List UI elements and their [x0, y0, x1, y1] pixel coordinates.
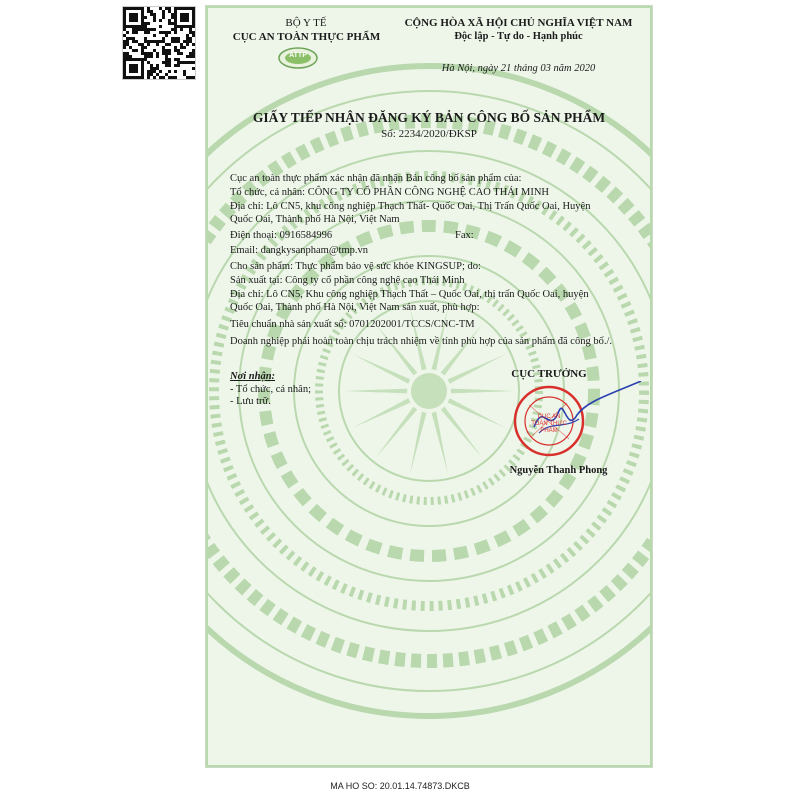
body-line-11: Tiêu chuẩn nhà sản xuất số: 0701202001/TCCS/CNC-TM	[230, 319, 475, 330]
recipient-item: - Lưu trữ.	[230, 396, 271, 407]
agency-name: CỤC AN TOÀN THỰC PHẨM	[232, 31, 381, 43]
document-title: GIẤY TIẾP NHẬN ĐĂNG KÝ BẢN CÔNG BỐ SẢN PHẨM	[252, 110, 606, 125]
official-seal	[509, 381, 649, 461]
dossier-code: MA HO SO: 20.01.14.74873.DKCB	[330, 781, 470, 791]
body-line-3: Địa chỉ: Lô CN5, khu công nghiệp Thạch Thất- Quốc Oai, Thị Trấn Quốc Oai, Huyện	[230, 201, 591, 212]
signer-name: Nguyễn Thanh Phong	[509, 465, 608, 476]
ministry-name: BỘ Y TẾ	[285, 17, 327, 29]
body-line-1: Cục an toàn thực phẩm xác nhận đã nhận Bản công bố sản phẩm của:	[230, 173, 522, 184]
issue-date: Hà Nội, ngày 21 tháng 03 năm 2020	[441, 63, 596, 74]
body-line-4: Quốc Oai, Thành phố Hà Nội, Việt Nam	[230, 214, 400, 225]
body-line-7: Cho sản phẩm: Thực phẩm bảo vệ sức khỏe KINGSUP; do:	[230, 261, 481, 272]
body-line-2: Tổ chức, cá nhân: CÔNG TY CỔ PHẦN CÔNG NGHỆ CAO THÁI MINH	[230, 187, 550, 198]
seal-text: CỤC AN TOÀN THỰC PHẨM	[531, 414, 567, 434]
signer-title: CỤC TRƯỞNG	[511, 368, 587, 380]
certificate-document	[205, 5, 653, 768]
republic-name: CỘNG HÒA XÃ HỘI CHỦ NGHĨA VIỆT NAM	[404, 17, 633, 29]
body-line-8: Sản xuất tại: Công ty cổ phần công nghệ cao Thái Minh	[230, 275, 465, 286]
qr-code-icon	[123, 7, 195, 79]
qr-code	[122, 6, 196, 80]
body-line-12: Doanh nghiệp phải hoàn toàn chịu trách nhiệm về tính phù hợp của sản phẩm đã công bố./.	[230, 336, 612, 347]
recipients-heading: Nơi nhận:	[230, 371, 276, 382]
red-seal-icon	[509, 381, 649, 461]
body-line-9: Địa chỉ: Lô CN5, Khu công nghiệp Thạch Thất – Quốc Oai, thị trấn Quốc Oai, huyện	[230, 289, 589, 300]
recipient-item: - Tổ chức, cá nhân;	[230, 384, 312, 395]
logo-text: ATTP	[289, 52, 307, 59]
national-motto: Độc lập - Tự do - Hạnh phúc	[454, 31, 583, 42]
fax-line: Fax:	[455, 230, 474, 241]
body-line-10: Quốc Oai, Thành phố Hà Nội, Việt Nam sản xuất, phù hợp:	[230, 302, 480, 313]
phone-line: Điện thoại: 0916584996	[230, 230, 333, 241]
email-line: Email: dangkysanpham@tmp.vn	[230, 245, 368, 256]
document-number: Số: 2234/2020/ĐKSP	[381, 128, 477, 140]
